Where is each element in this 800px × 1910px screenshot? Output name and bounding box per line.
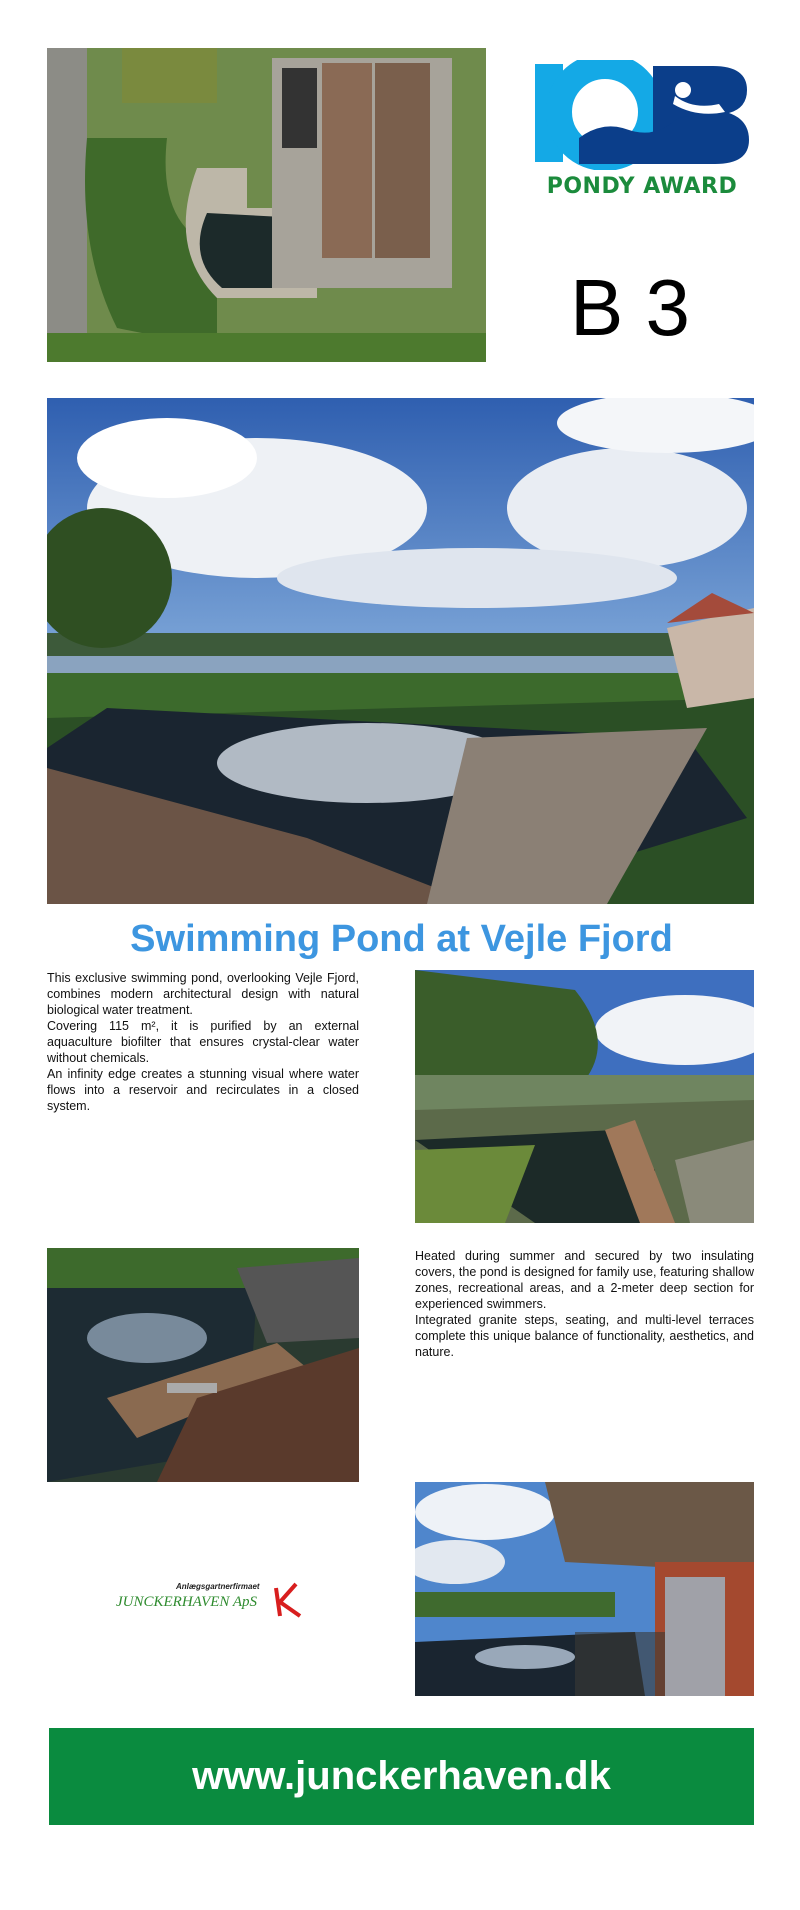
hero-photo	[47, 398, 754, 904]
footer-banner	[49, 1728, 754, 1825]
company-tagline: Anlægsgartnerfirmaet	[176, 1582, 260, 1591]
terrace-photo	[47, 1248, 359, 1482]
intro-paragraph: An infinity edge creates a stunning visual where water flows into a reservoir and recirculates in a closed system.	[47, 1067, 359, 1113]
intro-text	[47, 970, 359, 1114]
pondy-award-mark	[533, 60, 751, 170]
house-terrace-photo	[415, 1482, 754, 1696]
details-paragraph: Heated during summer and secured by two insulating covers, the pond is designed for family use, featuring shallow zones, recreational areas, and a 2-meter deep section for experienced swimmers.	[415, 1249, 754, 1311]
details-text	[415, 1248, 754, 1360]
intro-paragraph: Covering 115 m², it is purified by an external aquaculture biofilter that ensures crystal-clear water without chemicals.	[47, 1019, 359, 1065]
pondy-award-logo	[533, 60, 751, 200]
intro-paragraph: This exclusive swimming pond, overlooking Vejle Fjord, combines modern architectural design with natural biological water treatment.	[47, 971, 359, 1017]
page-title: Swimming Pond at Vejle Fjord	[130, 918, 673, 960]
company-logo	[116, 1582, 306, 1622]
details-paragraph: Integrated granite steps, seating, and multi-level terraces complete this unique balance of functionality, aesthetics, and nature.	[415, 1313, 754, 1359]
pondy-award-wordmark: PONDY AWARD	[546, 174, 738, 199]
aerial-photo	[47, 48, 486, 362]
website-link[interactable]: www.junckerhaven.dk	[192, 1754, 611, 1798]
entry-code: B 3	[569, 263, 691, 352]
company-mark-icon	[266, 1582, 306, 1620]
pond-channel-photo	[415, 970, 754, 1223]
company-name: JUNCKERHAVEN ApS	[116, 1594, 258, 1610]
